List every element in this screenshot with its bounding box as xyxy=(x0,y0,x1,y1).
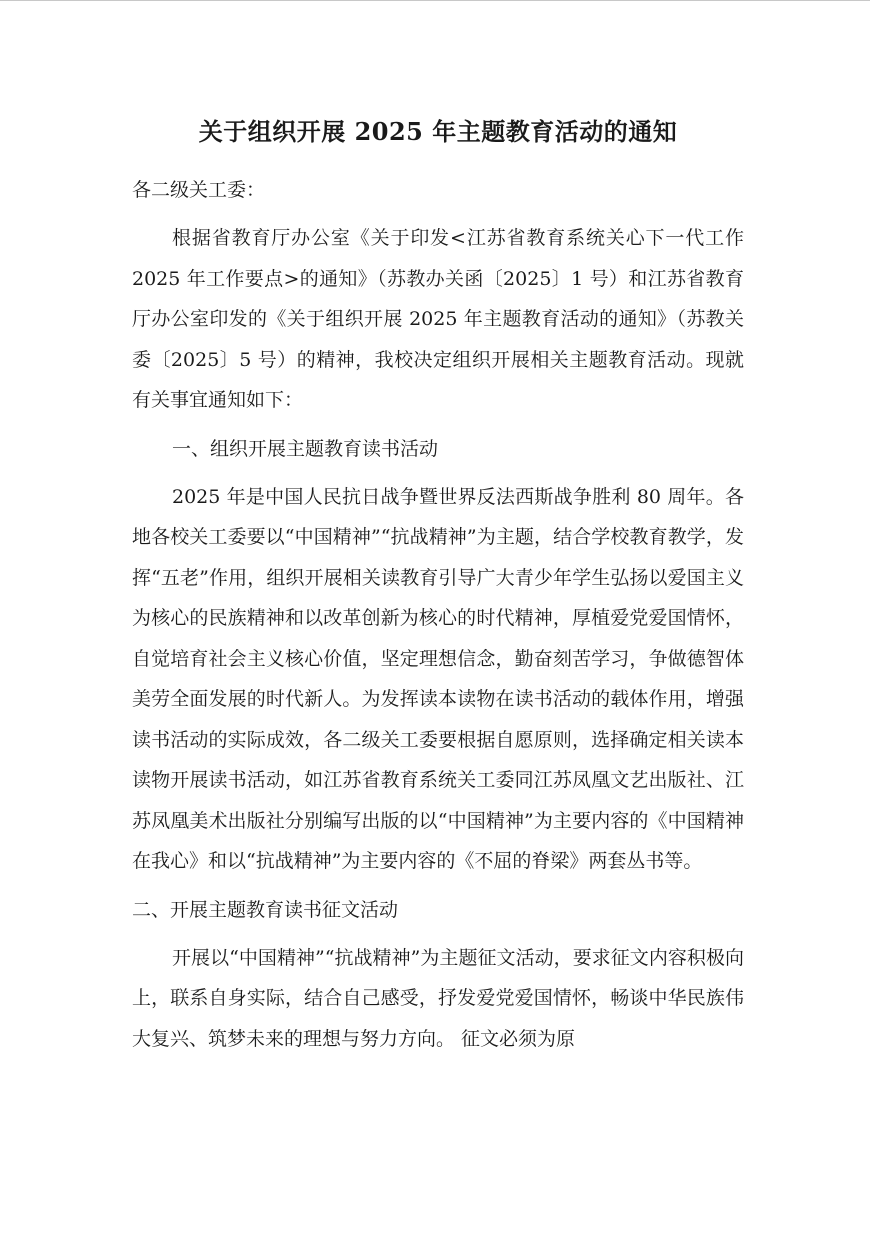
section-2-heading: 二、开展主题教育读书征文活动 xyxy=(132,898,399,921)
intro-paragraph: 根据省教育厅办公室《关于印发<江苏省教育系统关心下一代工作 2025 年工作要点>的通知》（苏教办关函〔2025〕1 号）和江苏省教育厅办公室印发的《关于组织开展 2025 年主题教育活动的通知》（苏教关委〔2025〕5 号）的精神，我校决定组织开展相关主题教育活动。现就有关事宜通知如下： xyxy=(132,227,744,411)
page-top-border xyxy=(0,0,870,1)
section-1-heading: 一、组织开展主题教育读书活动 xyxy=(172,437,439,460)
document-title: 关于组织开展 2025 年主题教育活动的通知 xyxy=(198,117,678,146)
section-2-body: 开展以“中国精神”“抗战精神”为主题征文活动，要求征文内容积极向上，联系自身实际，结合自己感受，抒发爱党爱国情怀，畅谈中华民族伟大复兴、筑梦未来的理想与努力方向。 征文必须为原 xyxy=(132,946,744,1050)
section-1-body: 2025 年是中国人民抗日战争暨世界反法西斯战争胜利 80 周年。各地各校关工委要以“中国精神”“抗战精神”为主题，结合学校教育教学，发挥“五老”作用，组织开展相关读教育引导广大青少年学生弘扬以爱国主义为核心的民族精神和以改革创新为核心的时代精神，厚植爱党爱国情怀，自觉培育社会主义核心价值，坚定理想信念，勤奋刻苦学习，争做德智体美劳全面发展的时代新人。为发挥读本读物在读书活动的载体作用，增强读书活动的实际成效，各二级关工委要根据自愿原则，选择确定相关读本读物开展读书活动，如江苏省教育系统关工委同江苏凤凰文艺出版社、江苏凤凰美术出版社分别编写出版的以“中国精神”为主要内容的《中国精神在我心》和以“抗战精神”为主要内容的《不屈的脊梁》两套丛书等。 xyxy=(132,485,744,872)
document-page xyxy=(132,110,744,1059)
salutation: 各二级关工委： xyxy=(132,179,266,201)
